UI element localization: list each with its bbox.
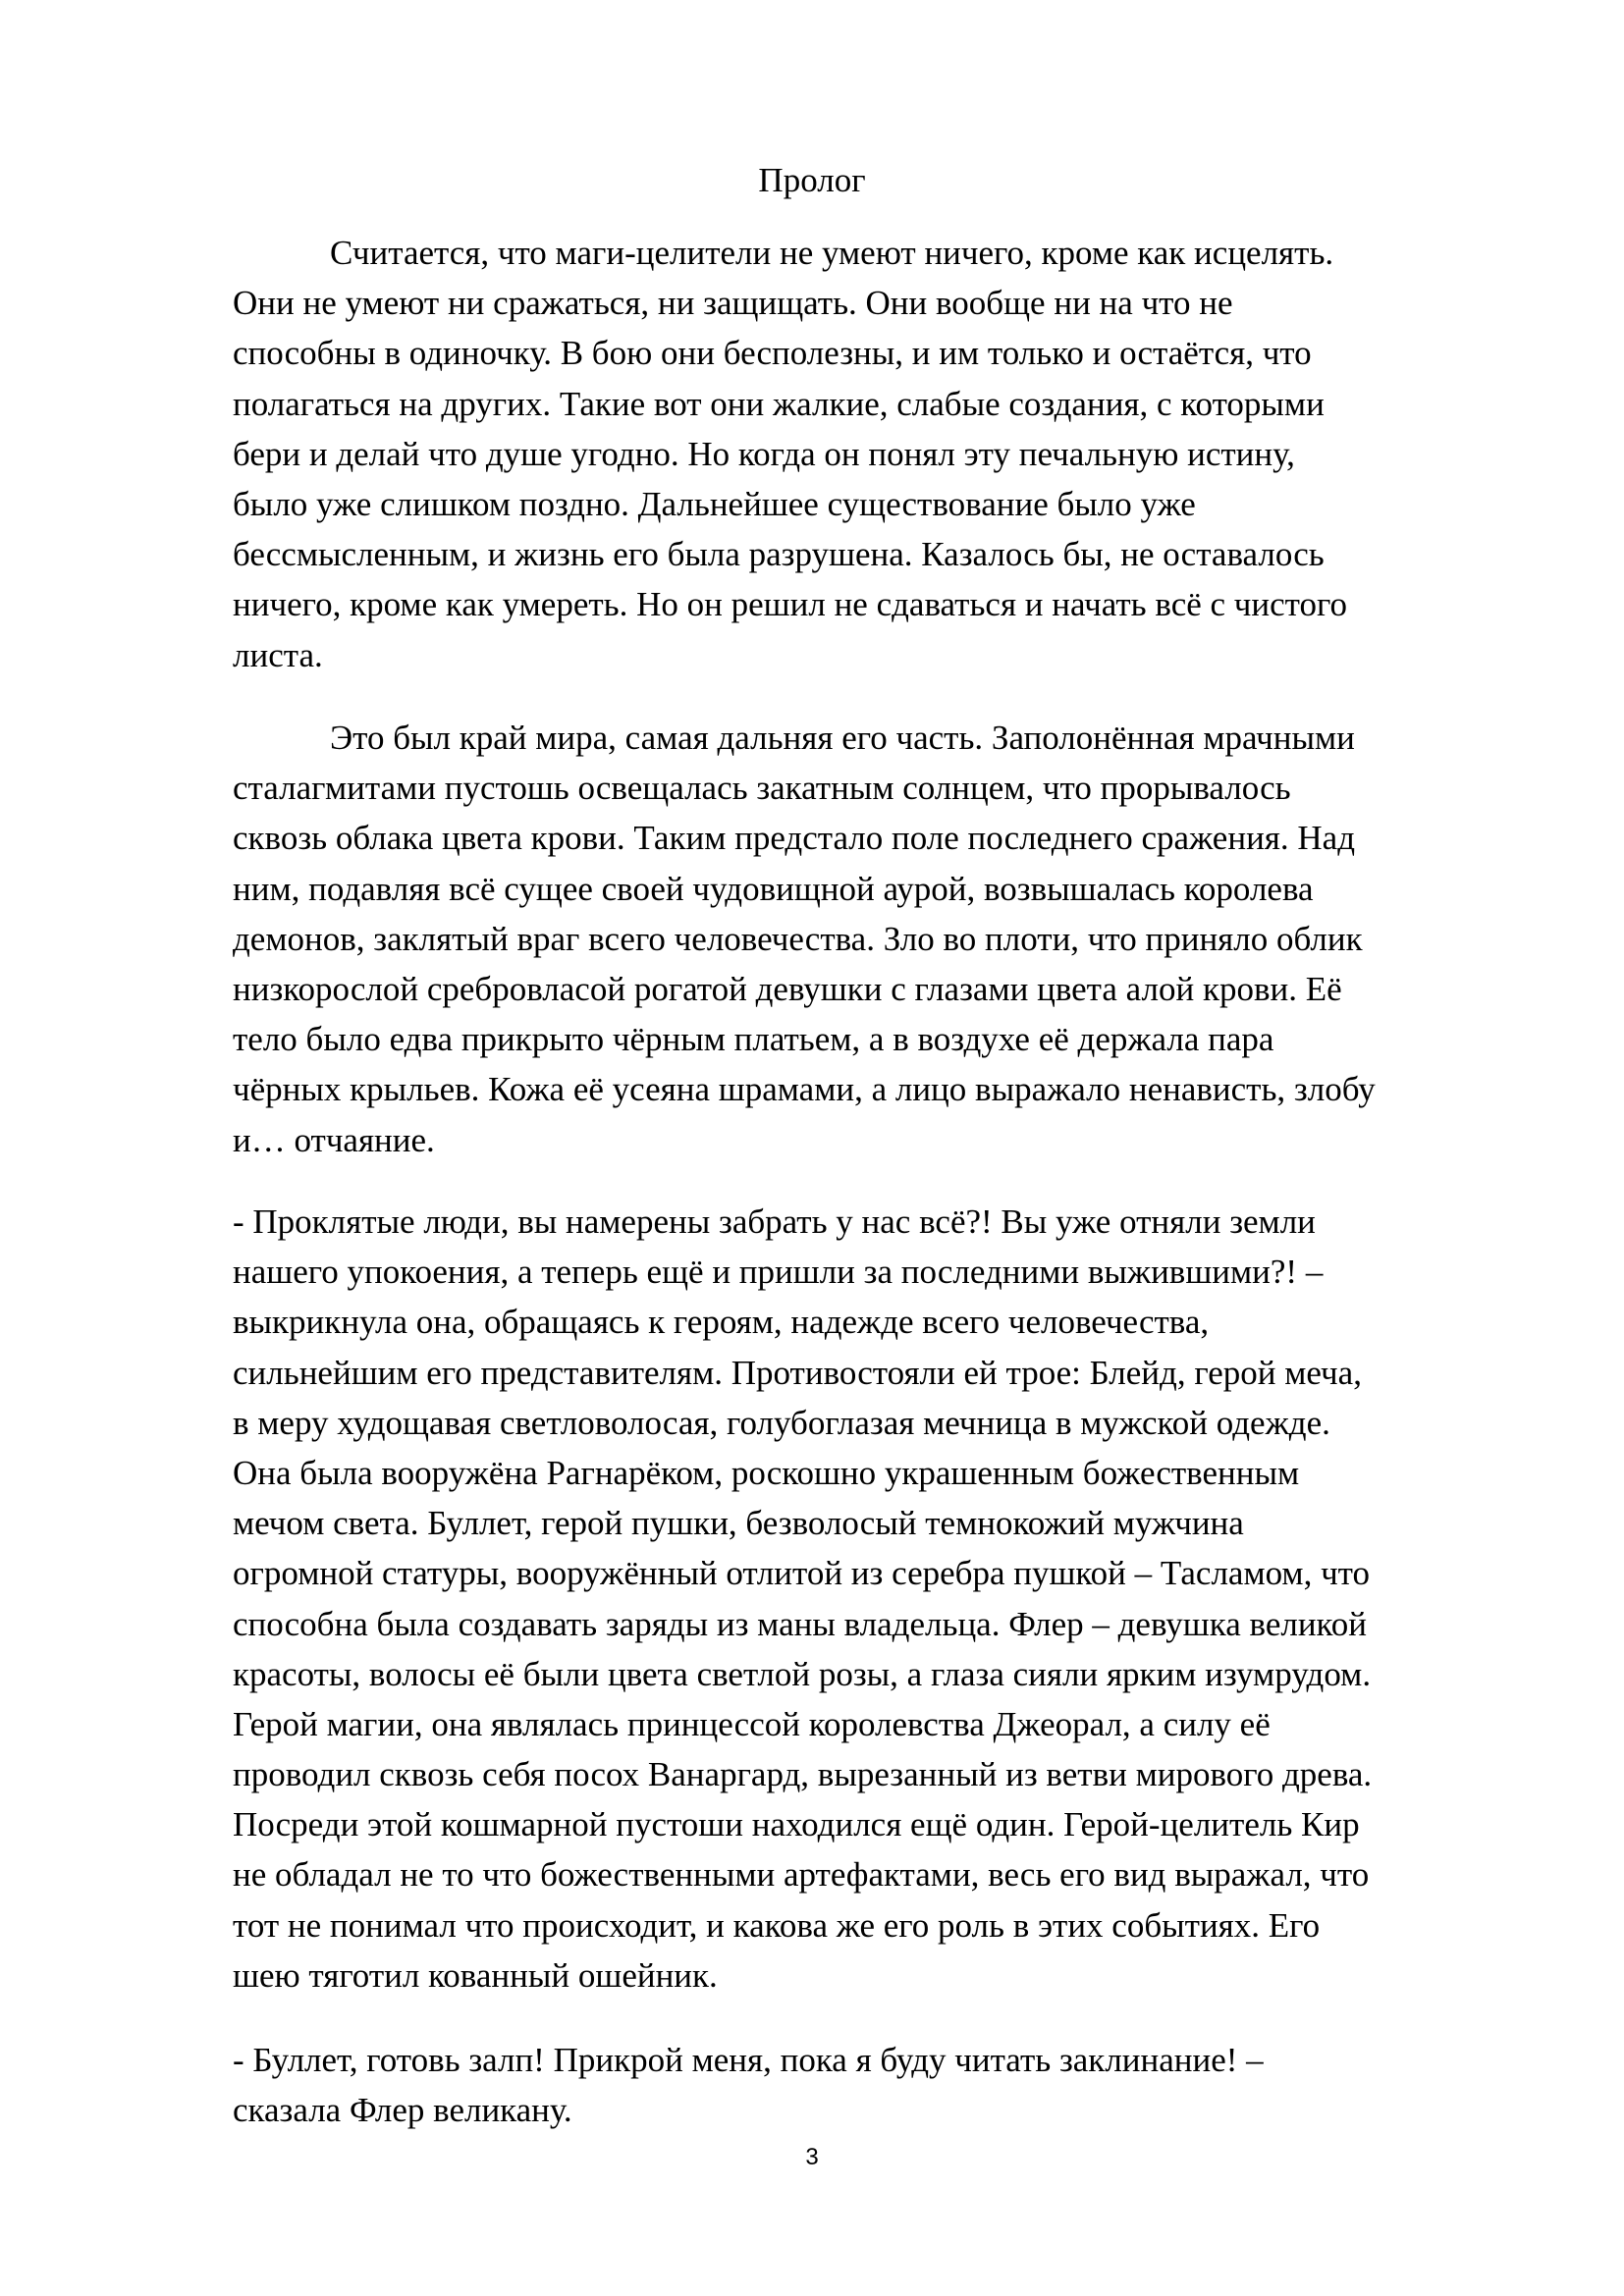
text-line: способны в одиночку. В бою они бесполезны, и им только и остаётся, что [233,334,1312,373]
text-line: - Буллет, готовь залп! Прикрой меня, пока я буду читать заклинание! – [233,2041,1264,2079]
text-line: низкорослой сребровласой рогатой девушки с глазами цвета алой крови. Её [233,969,1342,1008]
text-line: чёрных крыльев. Кожа её усеяна шрамами, а лицо выражало ненависть, злобу [233,1070,1376,1109]
paragraph-4 [233,2035,1450,2135]
paragraph-1 [233,228,1450,680]
text-line: проводил сквозь себя посох Ванаргард, вырезанный из ветви мирового древа. [233,1755,1373,1794]
text-line: - Проклятые люди, вы намерены забрать у нас всё?! Вы уже отняли земли [233,1202,1316,1241]
text-line: Они не умеют ни сражаться, ни защищать. Они вообще ни на что не [233,284,1233,323]
text-line: ним, подавляя всё сущее своей чудовищной аурой, возвышалась королева [233,869,1314,908]
text-line: красоты, волосы её были цвета светлой розы, а глаза сияли ярким изумрудом. [233,1654,1372,1693]
paragraph-2 [233,713,1450,1165]
text-line: сильнейшим его представителям. Противостояли ей трое: Блейд, герой меча, [233,1353,1362,1392]
chapter-title: Пролог [758,161,866,199]
text-line: демонов, заклятый враг всего человечества. Зло во плоти, что приняло облик [233,919,1363,958]
text-line: мечом света. Буллет, герой пушки, безволосый темнокожий мужчина [233,1504,1244,1543]
text-line: нашего упокоения, а теперь ещё и пришли за последними выжившими?! – [233,1253,1324,1292]
text-line: бери и делай что душе угодно. Но когда он понял эту печальную истину, [233,434,1295,473]
text-line: в меру худощавая светловолосая, голубоглазая мечница в мужской одежде. [233,1403,1330,1442]
text-line: было уже слишком поздно. Дальнейшее существование было уже [233,484,1196,523]
text-line: Герой магии, она являлась принцессой королевства Джеорал, а силу её [233,1704,1271,1743]
text-line: не обладал не то что божественными артефактами, весь его вид выражал, что [233,1855,1370,1895]
text-line: Это был край мира, самая дальняя его часть. Заполонённая мрачными [330,719,1355,757]
page-number: 3 [805,2144,819,2170]
text-line: сказала Флер великану. [233,2091,572,2130]
text-line: ничего, кроме как умереть. Но он решил не сдаваться и начать всё с чистого [233,585,1347,624]
text-line: листа. [233,635,323,674]
text-line: бессмысленным, и жизнь его была разрушена. Казалось бы, не оставалось [233,535,1325,574]
text-line: сталагмитами пустошь освещалась закатным солнцем, что прорывалось [233,769,1291,808]
text-line: способна была создавать заряды из маны владельца. Флер – девушка великой [233,1604,1368,1643]
text-line: Она была вооружёна Рагнарёком, роскошно украшенным божественным [233,1453,1300,1492]
text-line: шею тяготил кованный ошейник. [233,1955,718,1995]
text-line: сквозь облака цвета крови. Таким предстало поле последнего сражения. Над [233,819,1356,858]
text-line: Считается, что маги-целители не умеют ничего, кроме как исцелять. [330,234,1334,272]
text-line: и… отчаяние. [233,1120,435,1159]
text-line: Посреди этой кошмарной пустоши находился ещё один. Герой-целитель Кир [233,1805,1360,1844]
paragraph-3 [233,1197,1450,2001]
text-line: тот не понимал что происходит, и какова же его роль в этих событиях. Его [233,1905,1321,1945]
text-line: огромной статуры, вооружённый отлитой из серебра пушкой – Тасламом, что [233,1554,1371,1593]
text-line: выкрикнула она, обращаясь к героям, надежде всего человечества, [233,1303,1210,1342]
text-line: полагаться на других. Такие вот они жалкие, слабые создания, с которыми [233,384,1325,423]
text-line: тело было едва прикрыто чёрным платьем, а в воздухе её держала пара [233,1020,1274,1059]
